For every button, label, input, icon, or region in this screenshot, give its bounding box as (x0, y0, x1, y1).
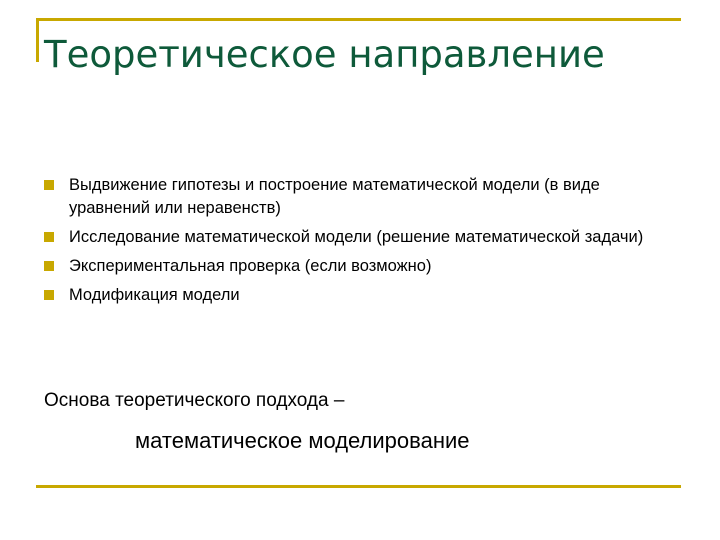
bullet-text: Исследование математической модели (решение математической задачи) (69, 228, 644, 246)
bullet-text: Модификация модели (69, 286, 240, 304)
bullet-list (44, 174, 654, 313)
frame-bottom-line (36, 485, 681, 488)
square-bullet-icon (44, 290, 54, 300)
square-bullet-icon (44, 261, 54, 271)
bullet-item (44, 226, 654, 249)
bullet-item (44, 284, 654, 307)
frame-top-line (36, 18, 681, 21)
bullet-text: Экспериментальная проверка (если возможно) (69, 257, 432, 275)
summary-line: Основа теоретического подхода – (44, 390, 345, 411)
square-bullet-icon (44, 180, 54, 190)
bullet-text: Выдвижение гипотезы и построение математической модели (в виде уравнений или неравенств) (69, 176, 600, 217)
summary-emphasis: математическое моделирование (135, 428, 470, 453)
slide-title: Теоретическое направление (44, 33, 605, 76)
square-bullet-icon (44, 232, 54, 242)
bullet-item (44, 174, 654, 220)
bullet-item (44, 255, 654, 278)
frame-left-line (36, 18, 39, 62)
